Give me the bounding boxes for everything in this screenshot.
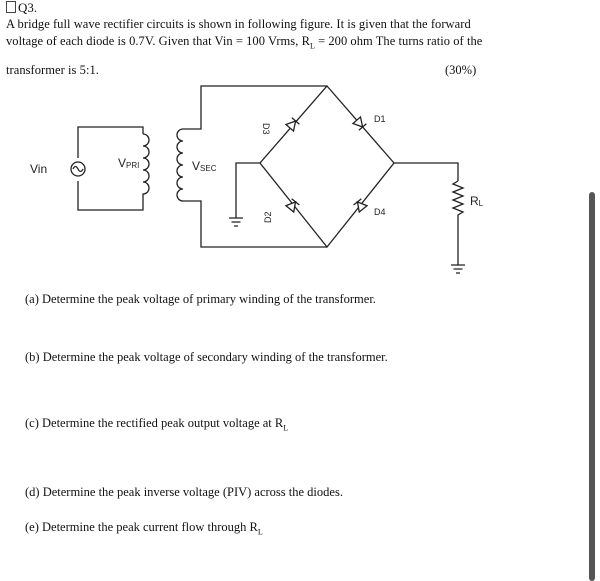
vsec-label: VSEC (192, 159, 217, 173)
d2-label: D2 (263, 211, 273, 223)
rl-label: RL (470, 194, 484, 208)
part-e-text: (e) Determine the peak current flow through R (25, 520, 258, 534)
question-line-3: transformer is 5:1. (6, 63, 99, 77)
right-node-load-wire (394, 163, 458, 181)
part-b: (b) Determine the peak voltage of secondary winding of the transformer. (25, 350, 388, 364)
part-e (25, 520, 263, 537)
question-line-2-part-a: voltage of each diode is 0.7V. Given that Vin = 100 Vrms, R (6, 34, 310, 48)
load-resistor (453, 181, 463, 265)
d3-label: D3 (261, 123, 271, 135)
primary-wire-top (78, 127, 143, 158)
left-node-ground-wire (236, 163, 260, 218)
part-c (25, 416, 288, 433)
part-d: (d) Determine the peak inverse voltage (PIV) across the diodes. (25, 485, 343, 499)
vpri-label: VPRI (118, 156, 140, 170)
primary-coil (143, 134, 149, 196)
diode-d4 (354, 199, 367, 212)
part-c-subscript: L (283, 423, 289, 433)
bridge-diamond (260, 86, 394, 247)
part-a: (a) Determine the peak voltage of primary winding of the transformer. (25, 292, 376, 306)
ac-sine-wave (73, 167, 83, 172)
d1-label: D1 (374, 114, 386, 124)
secondary-coil (177, 129, 183, 201)
vertical-scrollbar[interactable] (589, 192, 595, 581)
marks-percentage: (30%) (445, 63, 477, 77)
part-e-subscript: L (257, 527, 263, 537)
ground-symbol-right (451, 265, 465, 273)
question-line-2-subscript: L (309, 41, 315, 51)
d4-label: D4 (374, 207, 386, 217)
ground-symbol-left (229, 218, 243, 226)
question-line-1: A bridge full wave rectifier circuits is shown in following figure. It is given that the forward (6, 17, 471, 31)
part-c-text: (c) Determine the rectified peak output voltage at R (25, 416, 284, 430)
primary-wire-bottom (78, 181, 143, 210)
secondary-wire-top (183, 86, 327, 129)
secondary-wire-bottom (183, 201, 327, 247)
question-line-2-part-b: = 200 ohm The turns ratio of the (314, 34, 483, 48)
vin-label: Vin (30, 162, 48, 176)
question-number-text: Q3. (18, 0, 38, 15)
